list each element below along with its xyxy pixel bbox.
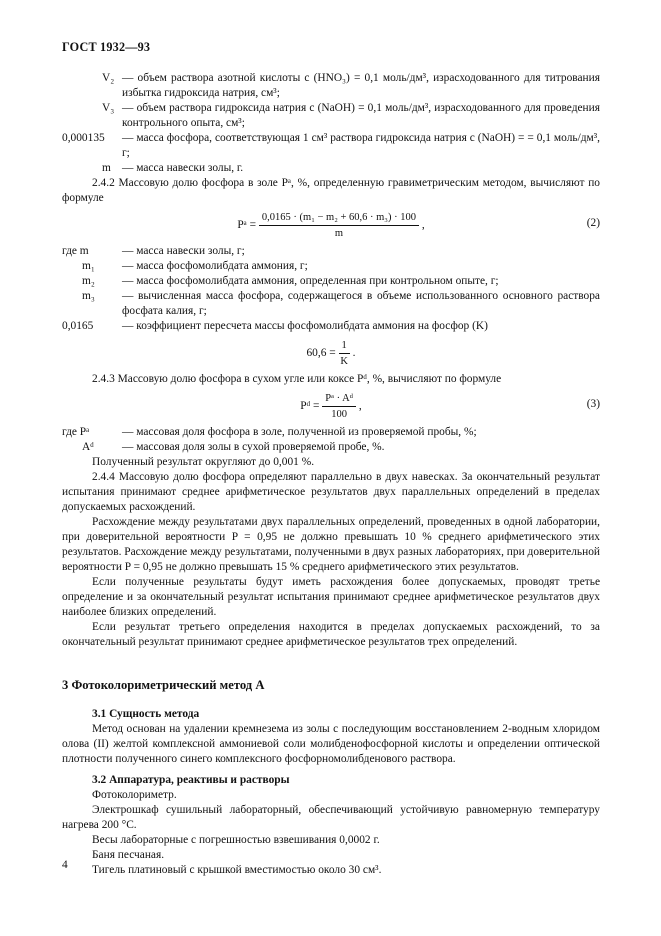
definition-symbol: V₃: [102, 102, 115, 114]
formula-numerator: Pᵃ · Aᵈ: [322, 391, 356, 407]
formula-tail: .: [352, 347, 356, 360]
paragraph-rounding: Полученный результат округляют до 0,001 %.: [92, 456, 315, 468]
subsection-3-2-title: 3.2 Аппаратура, реактивы и растворы: [92, 774, 290, 786]
formula-denominator: m: [334, 228, 344, 239]
formula-denominator: K: [340, 356, 348, 367]
formula-fraction: [339, 338, 350, 369]
definition-text: — коэффициент пересчета массы фосфомолибдата аммония на фосфор (K): [122, 320, 488, 332]
formula-tail: ,: [421, 219, 425, 232]
equipment-item: Весы лабораторные с погрешностью взвешивания 0,0002 г.: [92, 834, 380, 846]
definition-symbol: m₂: [82, 275, 95, 287]
definitions-block-2: [62, 244, 600, 334]
definition-row: [62, 71, 600, 101]
formula-fraction: [259, 210, 419, 241]
definition-symbol: 0,0165: [62, 320, 94, 332]
formula-denominator: 100: [331, 409, 348, 420]
document-header: ГОСТ 1932—93: [62, 40, 151, 54]
definition-symbol: V₂: [102, 72, 115, 84]
definition-row: [62, 244, 600, 259]
paragraph-discrepancy: Расхождение между результатами двух параллельных определений, проведенных в одной лаборатории, при доверительной вероятности P = 0,95 не должно превышать 10 % среднего арифметического этих результатов. Расхождение между результатами, полученными в двух разных лабораториях, при доверительной вероятности P = 0,95 не должно превышать 15 % среднего арифметического этих результатов.: [62, 516, 600, 573]
formula-k: [62, 338, 600, 368]
definition-text: — массовая доля фосфора в золе, полученной из проверяемой пробы, %;: [122, 426, 477, 438]
formula-3: [62, 391, 600, 421]
definition-text: — объем раствора гидроксида натрия c (NaOH) = 0,1 моль/дм³, израсходованного для проведения контрольного опыта, см³;: [122, 102, 600, 129]
definition-text: — масса навески золы, г.: [122, 162, 244, 174]
definition-symbol: m₃: [82, 290, 95, 302]
paragraph-2-4-2: 2.4.2 Массовую долю фосфора в золе Pᵃ, %, определенную гравиметрическим методом, вычисляют по формуле: [62, 177, 600, 204]
definition-row: [62, 425, 600, 440]
definition-row: [62, 101, 600, 131]
formula-number: (3): [586, 398, 600, 410]
definition-text: — масса навески золы, г;: [122, 245, 245, 257]
equipment-item: Тигель платиновый с крышкой вместимостью около 30 см³.: [92, 864, 382, 876]
definition-symbol: m: [102, 162, 111, 174]
equipment-item: Электрошкаф сушильный лабораторный, обеспечивающий устойчивую равномерную температуру нагрева 200 °С.: [62, 804, 600, 831]
definition-row: [62, 440, 600, 455]
definition-row: [62, 274, 600, 289]
definition-text: — объем раствора азотной кислоты c (HNO₃) = 0,1 моль/дм³, израсходованного для титрования избытка гидроксида натрия, см³;: [122, 72, 600, 99]
formula-fraction: [322, 391, 356, 422]
definition-text: — масса фосфомолибдата аммония, определенная при контрольном опыте, г;: [122, 275, 499, 287]
definition-text: — масса фосфора, соответствующая 1 см³ раствора гидроксида натрия c (NaOH) = = 0,1 моль/дм³, г;: [122, 132, 600, 159]
paragraph-2-4-4: 2.4.4 Массовую долю фосфора определяют параллельно в двух навесках. За окончательный результат испытания принимают среднее арифметическое результатов двух параллельных определений в пределах допускаемых расхождений.: [62, 471, 600, 513]
paragraph-third-determination: Если полученные результаты будут иметь расхождения более допускаемых, проводят третье определение и за окончательный результат испытания принимают среднее арифметическое результатов двух наиболее близких определений.: [62, 576, 600, 618]
definition-symbol: Aᵈ: [82, 441, 94, 453]
definition-symbol: m₁: [82, 260, 95, 272]
definitions-block-1: [62, 71, 600, 176]
formula-2: [62, 210, 600, 240]
formula-lhs: Pᵈ =: [300, 400, 320, 413]
definition-row: [62, 289, 600, 319]
equipment-item: Баня песчаная.: [92, 849, 165, 861]
definitions-block-3: [62, 425, 600, 455]
paragraph-final-result: Если результат третьего определения находится в пределах допускаемых расхождений, то за окончательный результат принимают среднее арифметическое результатов трех определений.: [62, 621, 600, 648]
definition-row: [62, 319, 600, 334]
definition-row: [62, 131, 600, 161]
definition-text: — масса фосфомолибдата аммония, г;: [122, 260, 308, 272]
definition-row: [62, 259, 600, 274]
page-number: 4: [62, 859, 68, 871]
formula-numerator: 1: [339, 338, 350, 354]
paragraph-3-1: Метод основан на удалении кремнезема из золы с последующим восстановлением 2-водным хлоридом олова (II) желтой комплексной аммониевой соли молибденофосфорной кислоты и определении оптической плотности полученного синего комплексного фосфорномолибденового раствора.: [62, 723, 600, 765]
paragraph-2-4-3: 2.4.3 Массовую долю фосфора в сухом угле или коксе Pᵈ, %, вычисляют по формуле: [92, 373, 502, 385]
formula-number: (2): [586, 217, 600, 229]
definition-text: — вычисленная масса фосфора, содержащегося в объеме использованного основного раствора фосфата калия, г;: [122, 290, 600, 317]
definition-symbol: где m: [62, 245, 89, 257]
formula-numerator: 0,0165 · (m₁ − m₂ + 60,6 · m₃) · 100: [259, 210, 419, 226]
equipment-item: Фотоколориметр.: [92, 789, 177, 801]
definition-text: — массовая доля золы в сухой проверяемой пробе, %.: [122, 441, 385, 453]
definition-symbol: 0,000135: [62, 132, 105, 144]
definition-symbol: где Pᵃ: [62, 426, 90, 438]
definition-row: [62, 161, 600, 176]
formula-tail: ,: [358, 400, 362, 413]
document-page: [62, 40, 600, 878]
subsection-3-1-title: 3.1 Сущность метода: [92, 708, 200, 720]
formula-lhs: 60,6 =: [306, 347, 336, 360]
section-3-title: 3 Фотоколориметрический метод А: [62, 678, 265, 692]
formula-lhs: Pᵃ =: [237, 219, 257, 232]
